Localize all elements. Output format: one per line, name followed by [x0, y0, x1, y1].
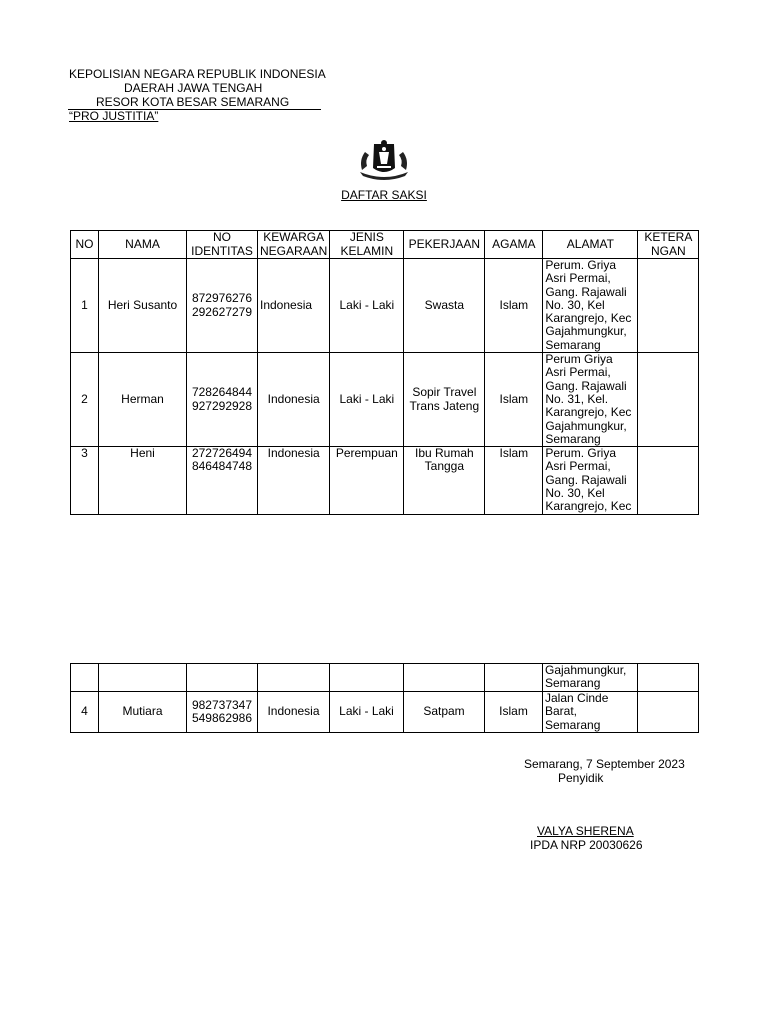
cell-alamat: Perum. Griya Asri Permai, Gang. Rajawali No. 30, Kel Karangrejo, Kec [543, 447, 638, 515]
cell-no-identitas: 728264844 927292928 [187, 353, 258, 447]
col-header-jenis-kelamin: JENIS KELAMIN [330, 231, 404, 259]
cell-empty [330, 664, 404, 692]
police-emblem-icon [357, 138, 411, 180]
cell-empty [187, 664, 258, 692]
document-title: DAFTAR SAKSI [341, 188, 427, 202]
cell-no-identitas: 982737347 549862986 [187, 692, 258, 733]
signature-name: VALYA SHERENA [537, 824, 634, 838]
witness-table [70, 230, 699, 515]
cell-agama: Islam [485, 692, 543, 733]
cell-alamat-continued: Gajahmungkur, Semarang [543, 664, 638, 692]
header-line-resort: RESOR KOTA BESAR SEMARANG [68, 96, 321, 110]
cell-no-identitas: 272726494 846484748 [187, 447, 258, 515]
table-row [71, 353, 699, 447]
cell-kewarganegaraan: Indonesia [258, 353, 330, 447]
col-header-agama: AGAMA [485, 231, 543, 259]
cell-agama: Islam [485, 447, 543, 515]
witness-table-continued [70, 663, 699, 733]
cell-empty [485, 664, 543, 692]
col-header-keterangan: KETERA NGAN [638, 231, 699, 259]
table-row [71, 447, 699, 515]
cell-empty [71, 664, 99, 692]
cell-alamat: Perum. Griya Asri Permai, Gang. Rajawali No. 30, Kel Karangrejo, Kec Gajahmungkur, Semarang [543, 259, 638, 353]
cell-kewarganegaraan: Indonesia [258, 259, 330, 353]
cell-alamat: Perum Griya Asri Permai, Gang. Rajawali No. 31, Kel. Karangrejo, Kec Gajahmungkur, Semarang [543, 353, 638, 447]
col-header-no-identitas: NO IDENTITAS [187, 231, 258, 259]
cell-jenis-kelamin: Perempuan [330, 447, 404, 515]
cell-no: 3 [71, 447, 99, 515]
col-header-kewarganegaraan: KEWARGA NEGARAAN [258, 231, 330, 259]
col-header-alamat: ALAMAT [543, 231, 638, 259]
signature-role: Penyidik [558, 771, 604, 785]
signature-place-date: Semarang, 7 September 2023 [524, 757, 685, 771]
cell-jenis-kelamin: Laki - Laki [330, 353, 404, 447]
table-row-continuation [71, 664, 699, 692]
col-header-pekerjaan: PEKERJAAN [404, 231, 485, 259]
cell-keterangan [638, 692, 699, 733]
cell-empty [404, 664, 485, 692]
table-row [71, 692, 699, 733]
cell-pekerjaan: Ibu Rumah Tangga [404, 447, 485, 515]
cell-agama: Islam [485, 259, 543, 353]
cell-no-identitas: 872976276 292627279 [187, 259, 258, 353]
header-line-institution: KEPOLISIAN NEGARA REPUBLIK INDONESIA [69, 67, 326, 81]
signature-rank-nrp: IPDA NRP 20030626 [530, 838, 643, 852]
table-row [71, 259, 699, 353]
cell-nama: Heni [99, 447, 187, 515]
cell-empty [99, 664, 187, 692]
col-header-no: NO [71, 231, 99, 259]
cell-pekerjaan: Swasta [404, 259, 485, 353]
cell-keterangan [638, 447, 699, 515]
cell-empty [258, 664, 330, 692]
cell-keterangan [638, 259, 699, 353]
cell-jenis-kelamin: Laki - Laki [330, 259, 404, 353]
cell-agama: Islam [485, 353, 543, 447]
cell-pekerjaan: Sopir Travel Trans Jateng [404, 353, 485, 447]
header-line-region: DAERAH JAWA TENGAH [124, 81, 263, 95]
cell-nama: Herman [99, 353, 187, 447]
cell-kewarganegaraan: Indonesia [258, 447, 330, 515]
cell-alamat: Jalan Cinde Barat, Semarang [543, 692, 638, 733]
cell-no: 4 [71, 692, 99, 733]
col-header-nama: NAMA [99, 231, 187, 259]
cell-jenis-kelamin: Laki - Laki [330, 692, 404, 733]
cell-kewarganegaraan: Indonesia [258, 692, 330, 733]
cell-empty [638, 664, 699, 692]
cell-nama: Mutiara [99, 692, 187, 733]
cell-no: 1 [71, 259, 99, 353]
cell-no: 2 [71, 353, 99, 447]
cell-keterangan [638, 353, 699, 447]
cell-nama: Heri Susanto [99, 259, 187, 353]
cell-pekerjaan: Satpam [404, 692, 485, 733]
header-line-pro-justitia: “PRO JUSTITIA” [69, 109, 159, 123]
table-header-row [71, 231, 699, 259]
